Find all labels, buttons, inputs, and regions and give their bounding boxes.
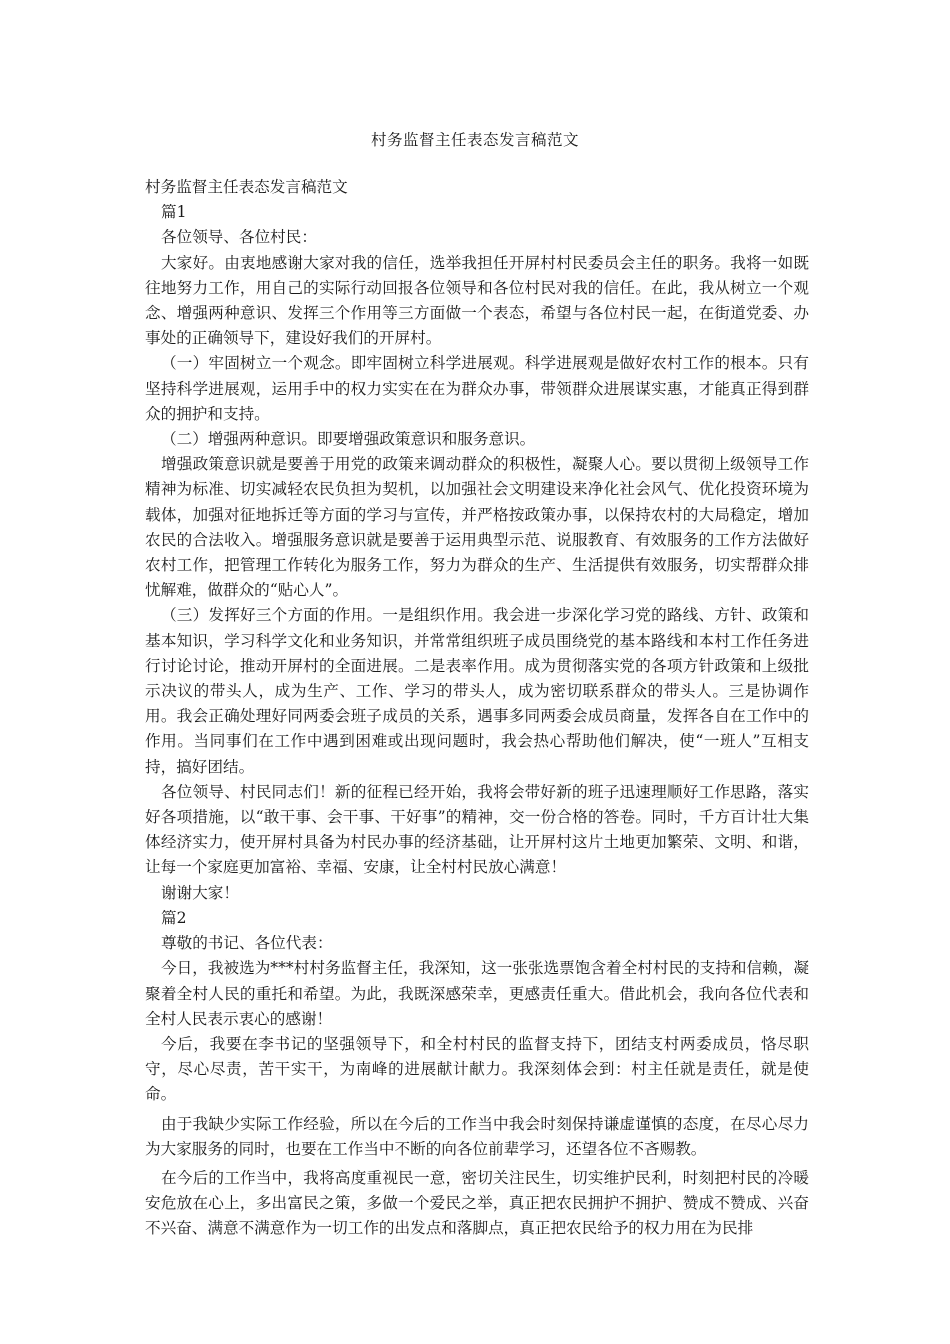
section-label-1: 篇1 xyxy=(161,203,187,222)
paragraph: 今后，我要在李书记的坚强领导下，和全村村民的监督支持下，团结支村两委成员，恪尽职守，尽心尽责，苦干实干，为南峰的进展献计献力。我深刻体会到：村主任就是责任，就是使命。 xyxy=(145,1034,809,1104)
paragraph: （一）牢固树立一个观念。即牢固树立科学进展观。科学进展观是做好农村工作的根本。只有坚持科学进展观，运用手中的权力实实在在为群众办事，带领群众进展谋实惠，才能真正得到群众的拥护和支持。 xyxy=(145,354,809,423)
paragraph: 大家好。由衷地感谢大家对我的信任，选举我担任开屏村村民委员会主任的职务。我将一如既往地努力工作，用自己的实际行动回报各位领导和各位村民对我的信任。在此，我从树立一个观念、增强两种意识、发挥三个作用等三方面做一个表态，希望与各位村民一起，在街道党委、办事处的正确领导下，建设好我们的开屏村。 xyxy=(145,253,809,348)
salutation-2: 尊敬的书记、各位代表： xyxy=(161,934,333,953)
document-title: 村务监督主任表态发言稿范文 xyxy=(370,131,579,149)
paragraph: 增强政策意识就是要善于用党的政策来调动群众的积极性，凝聚人心。要以贯彻上级领导工作精神为标准、切实减轻农民负担为契机，以加强社会文明建设来净化社会风气、优化投资环境为载体，加强对征地拆迁等方面的学习与宣传，并严格按政策办事，以保持农村的大局稳定，增加农民的合法收入。增强服务意识就是要善于运用典型示范、说服教育、有效服务的工作方法做好农村工作，把管理工作转化为服务工作，努力为群众的生产、生活提供有效服务，切实帮群众排忧解难，做群众的“贴心人”。 xyxy=(145,455,809,600)
paragraph: 由于我缺少实际工作经验，所以在今后的工作当中我会时刻保持谦虚谨慎的态度，在尽心尽力为大家服务的同时，也要在工作当中不断的向各位前辈学习，还望各位不吝赐教。 xyxy=(145,1114,809,1158)
paragraph: （三）发挥好三个方面的作用。一是组织作用。我会进一步深化学习党的路线、方针、政策和基本知识，学习科学文化和业务知识，并常常组织班子成员围绕党的基本路线和本村工作任务进行讨论讨论，推动开屏村的全面进展。二是表率作用。成为贯彻落实党的各项方针政策和上级批示决议的带头人，成为生产、工作、学习的带头人，成为密切联系群众的带头人。三是协调作用。我会正确处理好同两委会班子成员的关系，遇事多同两委会成员商量，发挥各自在工作中的作用。当同事们在工作中遇到困难或出现问题时，我会热心帮助他们解决，使“一班人”互相支持，搞好团结。 xyxy=(145,606,809,776)
paragraph: 在今后的工作当中，我将高度重视民一意，密切关注民生，切实维护民利，时刻把村民的冷暖安危放在心上，多出富民之策，多做一个爱民之举，真正把农民拥护不拥护、赞成不赞成、兴奋不兴奋、满意不满意作为一切工作的出发点和落脚点，真正把农民给予的权力用在为民排 xyxy=(145,1168,809,1238)
paragraph: 各位领导、村民同志们！新的征程已经开始，我将会带好新的班子迅速理顺好工作思路，落实好各项措施，以“敢干事、会干事、干好事”的精神，交一份合格的答卷。同时，千方百计壮大集体经济实力，使开屏村具备为村民办事的经济基础，让开屏村这片土地更加繁荣、文明、和谐，让每一个家庭更加富裕、幸福、安康，让全村村民放心满意！ xyxy=(145,782,809,877)
document-body xyxy=(145,175,809,1242)
paragraph: （二）增强两种意识。即要增强政策意识和服务意识。 xyxy=(161,430,536,449)
section-label-2: 篇2 xyxy=(161,908,187,927)
body-heading: 村务监督主任表态发言稿范文 xyxy=(145,178,348,196)
closing-thanks: 谢谢大家！ xyxy=(161,883,239,902)
paragraph: 今日，我被选为***村村务监督主任，我深知，这一张张选票饱含着全村村民的支持和信赖，凝聚着全村人民的重托和希望。为此，我既深感荣幸，更感责任重大。借此机会，我向各位代表和全村人民表示衷心的感谢！ xyxy=(145,959,809,1028)
salutation-1: 各位领导、各位村民： xyxy=(161,228,317,247)
